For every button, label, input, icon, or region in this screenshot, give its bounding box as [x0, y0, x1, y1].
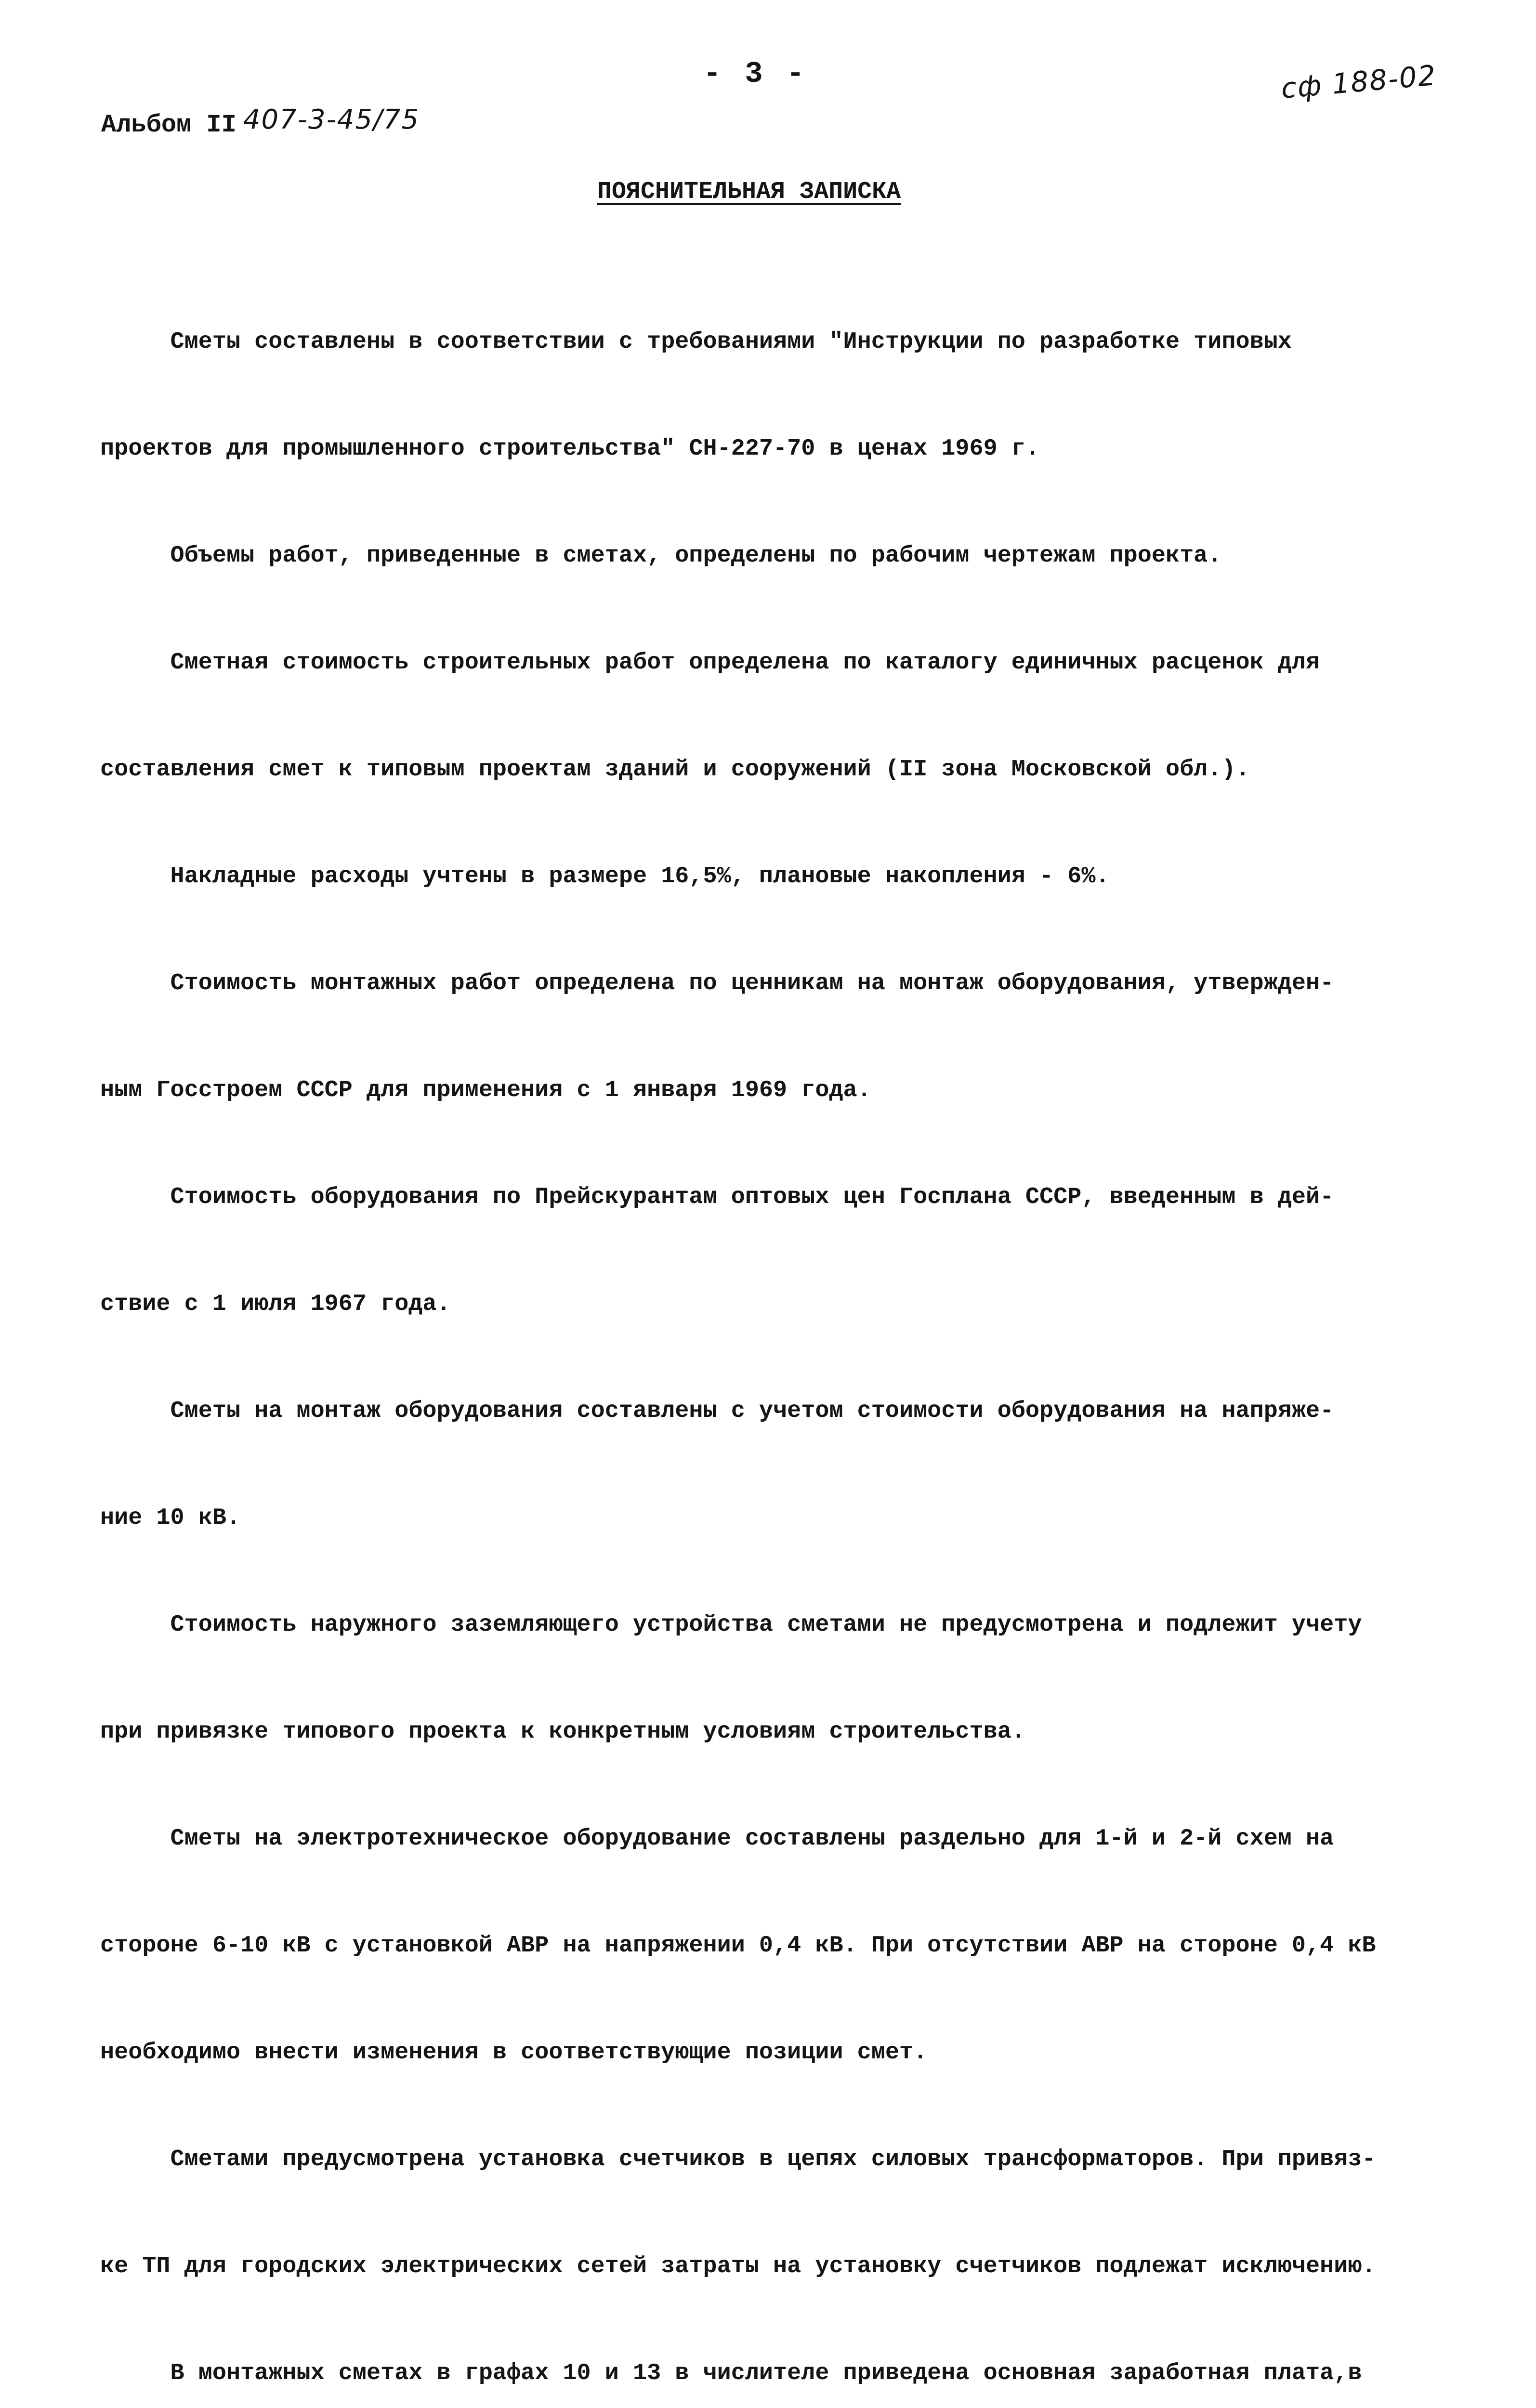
handwritten-code-note: сф 188-02 — [1280, 58, 1438, 105]
document-title: ПОЯСНИТЕЛЬНАЯ ЗАПИСКА — [597, 178, 901, 206]
body-line: Стоимость монтажных работ определена по ценникам на монтаж оборудования, утвержден- — [100, 970, 1334, 996]
body-line: стороне 6-10 кВ с установкой АВР на напряжении 0,4 кВ. При отсутствии АВР на стороне 0,4 кВ — [100, 1932, 1376, 1959]
album-reference — [101, 104, 420, 139]
body-line: Стоимость наружного заземляющего устройства сметами не предусмотрена и подлежит учету — [100, 1611, 1362, 1638]
page-number: - 3 - — [703, 57, 808, 91]
body-line: Сметами предусмотрена установка счетчиков в цепях силовых трансформаторов. При привяз- — [100, 2146, 1376, 2172]
album-label: Альбом II — [101, 111, 236, 139]
body-line: Стоимость оборудования по Прейскурантам оптовых цен Госплана СССР, введенным в дей- — [100, 1184, 1334, 1210]
body-line: Накладные расходы учтены в размере 16,5%, плановые накопления - 6%. — [100, 863, 1110, 890]
body-line: Сметы на электротехническое оборудование составлены раздельно для 1-й и 2-й схем на — [100, 1825, 1334, 1852]
body-line: проектов для промышленного строительства" СН-227-70 в ценах 1969 г. — [100, 435, 1040, 462]
body-line: Сметная стоимость строительных работ определена по каталогу единичных расценок для — [100, 649, 1320, 676]
album-handwritten-number: 407-3-45/75 — [243, 104, 420, 135]
body-line: В монтажных сметах в графах 10 и 13 в числителе приведена основная заработная плата,в — [100, 2360, 1362, 2386]
body-line: ке ТП для городских электрических сетей затраты на установку счетчиков подлежат исключению. — [100, 2253, 1376, 2279]
body-line: Объемы работ, приведенные в сметах, определены по рабочим чертежам проекта. — [100, 542, 1222, 569]
body-line: Сметы составлены в соответствии с требованиями "Инструкции по разработке типовых — [100, 328, 1292, 355]
body-line: необходимо внести изменения в соответствующие позиции смет. — [100, 2039, 928, 2066]
explanatory-note-body — [100, 253, 1376, 2408]
body-line: ние 10 кВ. — [100, 1505, 241, 1531]
body-line: при привязке типового проекта к конкретным условиям строительства. — [100, 1718, 1025, 1745]
body-line: Сметы на монтаж оборудования составлены с учетом стоимости оборудования на напряже- — [100, 1398, 1334, 1424]
body-line: составления смет к типовым проектам зданий и сооружений (II зона Московской обл.). — [100, 756, 1250, 783]
body-line: ным Госстроем СССР для применения с 1 января 1969 года. — [100, 1077, 871, 1103]
body-line: ствие с 1 июля 1967 года. — [100, 1291, 451, 1317]
